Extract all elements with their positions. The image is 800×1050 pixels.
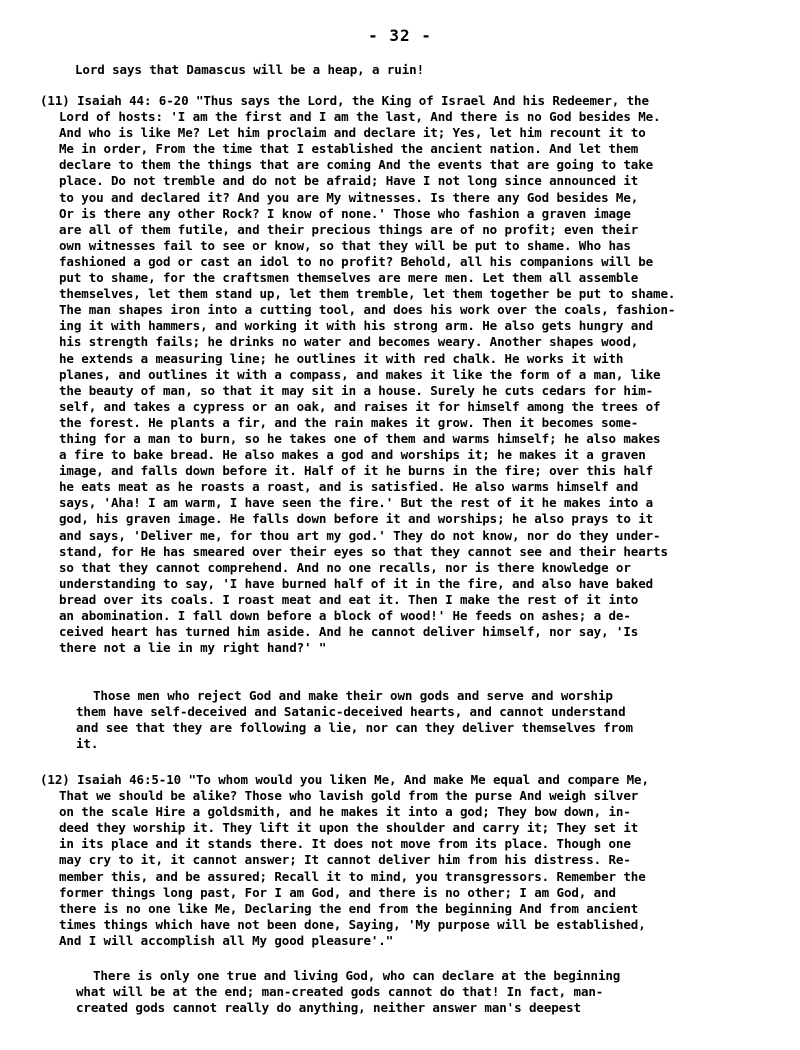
- isaiah-44-line: Lord of hosts: 'I am the first and I am the last, And there is no God besides Me.: [59, 109, 661, 125]
- isaiah-44-line: And who is like Me? Let him proclaim and declare it; Yes, let him recount it to: [59, 125, 646, 141]
- isaiah-44-line: Or is there any other Rock? I know of none.' Those who fashion a graven image: [59, 205, 631, 221]
- isaiah-46-line: times things which have not been done, Saying, 'My purpose will be established,: [59, 916, 646, 932]
- isaiah-44-line: are all of them futile, and their precious things are of no profit; even their: [59, 221, 639, 237]
- commentary-2-line: There is only one true and living God, who can declare at the beginning: [93, 968, 621, 983]
- isaiah-44-line: stand, for He has smeared over their eyes so that they cannot see and their hearts: [59, 543, 668, 559]
- isaiah-44-line: says, 'Aha! I am warm, I have seen the fire.' But the rest of it he makes into a: [59, 495, 654, 511]
- isaiah-44-line: thing for a man to burn, so he takes one of them and warms himself; he also makes: [59, 430, 661, 446]
- isaiah-44-line: Me in order, From the time that I established the ancient nation. And let them: [59, 141, 639, 157]
- commentary-1-line: and see that they are following a lie, nor can they deliver themselves from: [76, 720, 633, 736]
- commentary-paragraph-1: [76, 688, 633, 752]
- isaiah-44-line: bread over its coals. I roast meat and eat it. Then I make the rest of it into: [59, 591, 639, 607]
- isaiah-44-line: put to shame, for the craftsmen themselves are mere men. Let them all assemble: [59, 270, 639, 286]
- isaiah-46-line: deed they worship it. They lift it upon the shoulder and carry it; They set it: [59, 820, 639, 836]
- isaiah-46-line: And I will accomplish all My good pleasure'.": [59, 932, 394, 948]
- isaiah-44-line: god, his graven image. He falls down before it and worships; he also prays to it: [59, 511, 654, 527]
- isaiah-44-line: image, and falls down before it. Half of it he burns in the fire; over this half: [59, 463, 654, 479]
- commentary-1-line: them have self-deceived and Satanic-deceived hearts, and cannot understand: [76, 704, 626, 720]
- isaiah-44-line: and says, 'Deliver me, for thou art my god.' They do not know, nor do they under-: [59, 527, 661, 543]
- isaiah-44-line: (11) Isaiah 44: 6-20 "Thus says the Lord, the King of Israel And his Redeemer, the: [40, 93, 649, 108]
- isaiah-44-line: fashioned a god or cast an idol to no profit? Behold, all his companions will be: [59, 253, 654, 269]
- isaiah-44-line: ceived heart has turned him aside. And he cannot deliver himself, nor say, 'Is: [59, 624, 639, 640]
- isaiah-44-line: declare to them the things that are coming And the events that are going to take: [59, 157, 654, 173]
- isaiah-44-line: to you and declared it? And you are My witnesses. Is there any God besides Me,: [59, 189, 639, 205]
- isaiah-44-line: place. Do not tremble and do not be afraid; Have I not long since announced it: [59, 173, 639, 189]
- isaiah-44-line: self, and takes a cypress or an oak, and raises it for himself among the trees of: [59, 398, 661, 414]
- isaiah-44-line: a fire to bake bread. He also makes a god and worships it; he makes it a graven: [59, 447, 646, 463]
- isaiah-44-line: he eats meat as he roasts a roast, and is satisfied. He also warms himself and: [59, 479, 639, 495]
- isaiah-44-line: understanding to say, 'I have burned half of it in the fire, and also have baked: [59, 575, 654, 591]
- isaiah-44-line: the beauty of man, so that it may sit in a house. Surely he cuts cedars for him-: [59, 382, 654, 398]
- commentary-1-line: Those men who reject God and make their own gods and serve and worship: [93, 688, 613, 703]
- isaiah-44-line: planes, and outlines it with a compass, and makes it like the form of a man, like: [59, 366, 661, 382]
- isaiah-46-line: in its place and it stands there. It does not move from its place. Though one: [59, 836, 631, 852]
- section-isaiah-44: [40, 93, 675, 656]
- commentary-2-line: what will be at the end; man-created gods cannot do that! In fact, man-: [76, 984, 604, 1000]
- commentary-1-line: it.: [76, 736, 99, 752]
- isaiah-44-line: there not a lie in my right hand?' ": [59, 640, 327, 656]
- isaiah-46-line: may cry to it, it cannot answer; It cannot deliver him from his distress. Re-: [59, 852, 631, 868]
- page-number: - 32 -: [368, 26, 432, 45]
- isaiah-46-line: (12) Isaiah 46:5-10 "To whom would you liken Me, And make Me equal and compare Me,: [40, 772, 649, 787]
- isaiah-46-line: there is no one like Me, Declaring the end from the beginning And from ancient: [59, 900, 639, 916]
- opening-line: Lord says that Damascus will be a heap, a ruin!: [75, 62, 425, 77]
- isaiah-44-line: the forest. He plants a fir, and the rain makes it grow. Then it becomes some-: [59, 414, 639, 430]
- isaiah-44-line: ing it with hammers, and working it with his strong arm. He also gets hungry and: [59, 318, 654, 334]
- commentary-2-line: created gods cannot really do anything, neither answer man's deepest: [76, 1000, 581, 1016]
- isaiah-44-line: he extends a measuring line; he outlines it with red chalk. He works it with: [59, 350, 624, 366]
- isaiah-46-line: member this, and be assured; Recall it to mind, you transgressors. Remember the: [59, 868, 646, 884]
- isaiah-44-line: an abomination. I fall down before a block of wood!' He feeds on ashes; a de-: [59, 608, 631, 623]
- commentary-paragraph-2: [76, 968, 621, 1016]
- isaiah-46-line: former things long past, For I am God, and there is no other; I am God, and: [59, 884, 616, 900]
- isaiah-44-line: themselves, let them stand up, let them tremble, let them together be put to shame.: [59, 286, 676, 302]
- section-isaiah-46: [40, 772, 649, 949]
- isaiah-44-line: The man shapes iron into a cutting tool, and does his work over the coals, fashion-: [59, 302, 676, 318]
- isaiah-44-line: own witnesses fail to see or know, so that they will be put to shame. Who has: [59, 237, 631, 253]
- isaiah-46-line: That we should be alike? Those who lavish gold from the purse And weigh silver: [59, 788, 639, 804]
- isaiah-44-line: his strength fails; he drinks no water and becomes weary. Another shapes wood,: [59, 334, 639, 350]
- isaiah-44-line: so that they cannot comprehend. And no one recalls, nor is there knowledge or: [59, 559, 631, 575]
- isaiah-46-line: on the scale Hire a goldsmith, and he makes it into a god; They bow down, in-: [59, 804, 631, 820]
